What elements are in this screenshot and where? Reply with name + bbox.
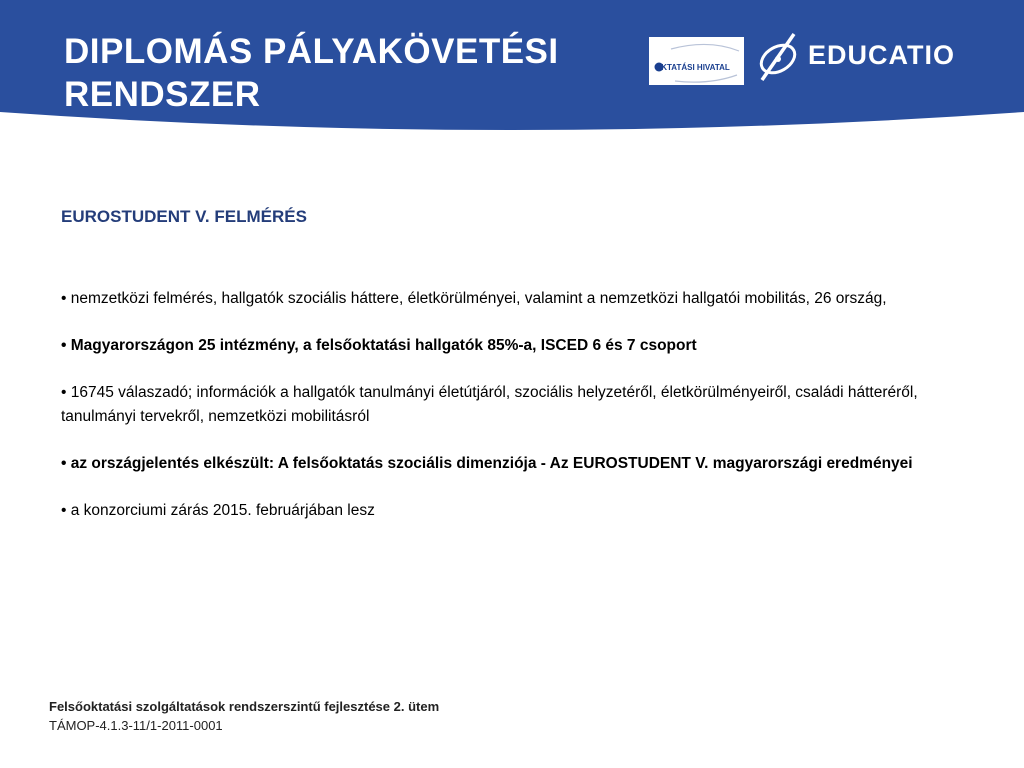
oktatasi-hivatal-emblem-icon bbox=[649, 37, 744, 85]
bullet-item-5: • a konzorciumi zárás 2015. februárjában lesz bbox=[61, 502, 375, 519]
bullet-list bbox=[61, 287, 941, 546]
header-band bbox=[0, 0, 1024, 140]
footer-project-title: Felsőoktatási szolgáltatások rendszerszintű fejlesztése 2. ütem bbox=[49, 699, 440, 714]
oktatasi-hivatal-logo bbox=[649, 37, 744, 85]
bullet-item-1: • nemzetközi felmérés, hallgatók szociális háttere, életkörülményei, valamint a nemzetközi hallgatói mobilitás, 26 ország, bbox=[61, 290, 887, 307]
oktatasi-hivatal-label: OKTATÁSI HIVATAL bbox=[655, 63, 730, 72]
footer bbox=[49, 697, 439, 735]
educatio-emblem-icon bbox=[752, 26, 812, 86]
educatio-logo bbox=[752, 26, 972, 86]
bullet-item-3: • 16745 válaszadó; információk a hallgatók tanulmányi életútjáról, szociális helyzetéről, életkörülményeiről, családi hátteréről, tanulmányi tervekről, nemzetközi mobilitásról bbox=[61, 384, 918, 425]
title-line-2: RENDSZER bbox=[64, 75, 261, 114]
title-line-1: DIPLOMÁS PÁLYAKÖVETÉSI bbox=[64, 32, 559, 71]
footer-project-code: TÁMOP-4.1.3-11/1-2011-0001 bbox=[49, 718, 223, 733]
section-heading: EUROSTUDENT V. FELMÉRÉS bbox=[61, 207, 307, 226]
educatio-label: EDUCATIO bbox=[808, 40, 955, 70]
bullet-item-4: • az országjelentés elkészült: A felsőoktatás szociális dimenziója - Az EUROSTUDENT V. magyarországi eredményei bbox=[61, 455, 913, 472]
bullet-item-2: • Magyarországon 25 intézmény, a felsőoktatási hallgatók 85%-a, ISCED 6 és 7 csoport bbox=[61, 337, 697, 354]
page-title bbox=[64, 30, 559, 116]
